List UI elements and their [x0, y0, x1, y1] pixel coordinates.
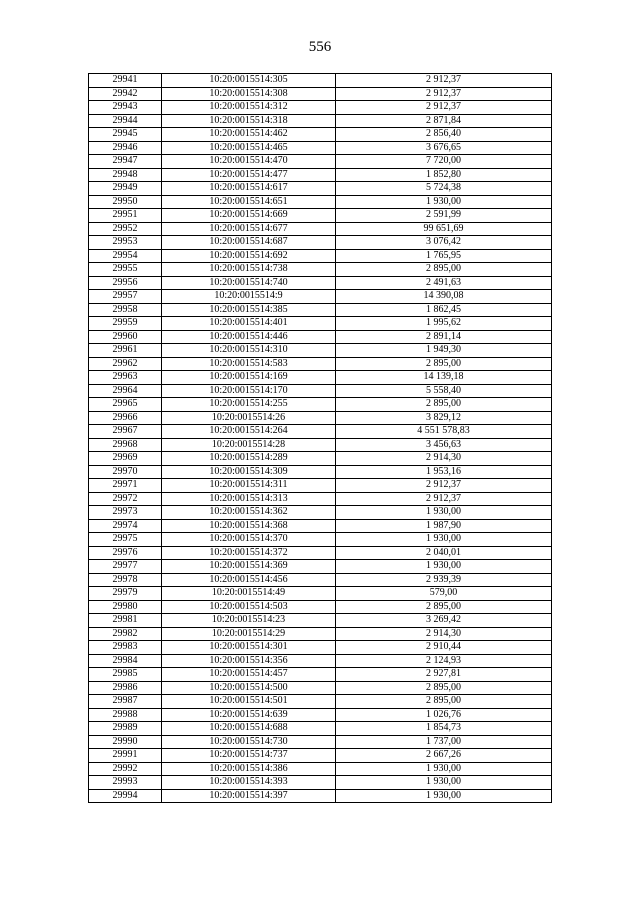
cadastral-number-cell: 10:20:0015514:311	[162, 479, 336, 493]
value-cell: 4 551 578,83	[336, 425, 552, 439]
cadastral-number-cell: 10:20:0015514:669	[162, 209, 336, 223]
cadastral-number-cell: 10:20:0015514:501	[162, 695, 336, 709]
table-row	[89, 303, 552, 317]
cadastral-number-cell: 10:20:0015514:740	[162, 276, 336, 290]
table-row	[89, 411, 552, 425]
row-index-cell: 29952	[89, 222, 162, 236]
table-row	[89, 438, 552, 452]
table-row	[89, 222, 552, 236]
cadastral-number-cell: 10:20:0015514:310	[162, 344, 336, 358]
value-cell: 1 987,90	[336, 519, 552, 533]
row-index-cell: 29941	[89, 74, 162, 88]
table-row	[89, 317, 552, 331]
cadastral-number-cell: 10:20:0015514:49	[162, 587, 336, 601]
row-index-cell: 29965	[89, 398, 162, 412]
value-cell: 2 914,30	[336, 452, 552, 466]
cadastral-number-cell: 10:20:0015514:401	[162, 317, 336, 331]
row-index-cell: 29981	[89, 614, 162, 628]
cadastral-number-cell: 10:20:0015514:368	[162, 519, 336, 533]
cadastral-number-cell: 10:20:0015514:29	[162, 627, 336, 641]
cadastral-number-cell: 10:20:0015514:312	[162, 101, 336, 115]
row-index-cell: 29988	[89, 708, 162, 722]
cadastral-number-cell: 10:20:0015514:503	[162, 600, 336, 614]
cadastral-number-cell: 10:20:0015514:688	[162, 722, 336, 736]
row-index-cell: 29973	[89, 506, 162, 520]
table-row	[89, 101, 552, 115]
cadastral-number-cell: 10:20:0015514:730	[162, 735, 336, 749]
cadastral-number-cell: 10:20:0015514:677	[162, 222, 336, 236]
row-index-cell: 29982	[89, 627, 162, 641]
table-row	[89, 762, 552, 776]
table-row	[89, 573, 552, 587]
cadastral-number-cell: 10:20:0015514:465	[162, 141, 336, 155]
table-row	[89, 519, 552, 533]
value-cell: 1 765,95	[336, 249, 552, 263]
row-index-cell: 29994	[89, 789, 162, 803]
table-row	[89, 492, 552, 506]
table-row	[89, 290, 552, 304]
row-index-cell: 29987	[89, 695, 162, 709]
value-cell: 2 667,26	[336, 749, 552, 763]
table-row	[89, 128, 552, 142]
table-row	[89, 479, 552, 493]
value-cell: 99 651,69	[336, 222, 552, 236]
cadastral-number-cell: 10:20:0015514:370	[162, 533, 336, 547]
table-row	[89, 722, 552, 736]
row-index-cell: 29963	[89, 371, 162, 385]
cadastral-number-cell: 10:20:0015514:397	[162, 789, 336, 803]
row-index-cell: 29949	[89, 182, 162, 196]
row-index-cell: 29984	[89, 654, 162, 668]
row-index-cell: 29991	[89, 749, 162, 763]
cadastral-number-cell: 10:20:0015514:313	[162, 492, 336, 506]
value-cell: 2 912,37	[336, 492, 552, 506]
row-index-cell: 29947	[89, 155, 162, 169]
row-index-cell: 29946	[89, 141, 162, 155]
value-cell: 2 124,93	[336, 654, 552, 668]
value-cell: 2 891,14	[336, 330, 552, 344]
table-row	[89, 668, 552, 682]
row-index-cell: 29942	[89, 87, 162, 101]
table-row	[89, 249, 552, 263]
cadastral-number-cell: 10:20:0015514:301	[162, 641, 336, 655]
row-index-cell: 29951	[89, 209, 162, 223]
table-row	[89, 506, 552, 520]
cadastral-number-cell: 10:20:0015514:289	[162, 452, 336, 466]
cadastral-number-cell: 10:20:0015514:23	[162, 614, 336, 628]
value-cell: 2 912,37	[336, 74, 552, 88]
table-row	[89, 641, 552, 655]
value-cell: 2 910,44	[336, 641, 552, 655]
value-cell: 2 895,00	[336, 600, 552, 614]
cadastral-number-cell: 10:20:0015514:356	[162, 654, 336, 668]
value-cell: 14 390,08	[336, 290, 552, 304]
registry-table	[88, 73, 552, 803]
row-index-cell: 29976	[89, 546, 162, 560]
table-row	[89, 546, 552, 560]
table-row	[89, 749, 552, 763]
value-cell: 1 930,00	[336, 789, 552, 803]
row-index-cell: 29967	[89, 425, 162, 439]
row-index-cell: 29960	[89, 330, 162, 344]
value-cell: 2 895,00	[336, 681, 552, 695]
value-cell: 2 895,00	[336, 263, 552, 277]
row-index-cell: 29977	[89, 560, 162, 574]
row-index-cell: 29957	[89, 290, 162, 304]
value-cell: 1 930,00	[336, 776, 552, 790]
value-cell: 1 949,30	[336, 344, 552, 358]
value-cell: 3 076,42	[336, 236, 552, 250]
value-cell: 2 871,84	[336, 114, 552, 128]
row-index-cell: 29961	[89, 344, 162, 358]
cadastral-number-cell: 10:20:0015514:738	[162, 263, 336, 277]
table-row	[89, 195, 552, 209]
value-cell: 2 856,40	[336, 128, 552, 142]
row-index-cell: 29986	[89, 681, 162, 695]
cadastral-number-cell: 10:20:0015514:255	[162, 398, 336, 412]
row-index-cell: 29954	[89, 249, 162, 263]
cadastral-number-cell: 10:20:0015514:9	[162, 290, 336, 304]
value-cell: 2 591,99	[336, 209, 552, 223]
cadastral-number-cell: 10:20:0015514:305	[162, 74, 336, 88]
row-index-cell: 29980	[89, 600, 162, 614]
value-cell: 14 139,18	[336, 371, 552, 385]
row-index-cell: 29964	[89, 384, 162, 398]
table-row	[89, 735, 552, 749]
value-cell: 2 895,00	[336, 398, 552, 412]
row-index-cell: 29993	[89, 776, 162, 790]
row-index-cell: 29979	[89, 587, 162, 601]
table-row	[89, 236, 552, 250]
cadastral-number-cell: 10:20:0015514:456	[162, 573, 336, 587]
table-row	[89, 263, 552, 277]
value-cell: 1 852,80	[336, 168, 552, 182]
table-row	[89, 533, 552, 547]
table-row	[89, 789, 552, 803]
cadastral-number-cell: 10:20:0015514:737	[162, 749, 336, 763]
row-index-cell: 29972	[89, 492, 162, 506]
value-cell: 1 026,76	[336, 708, 552, 722]
row-index-cell: 29970	[89, 465, 162, 479]
value-cell: 1 930,00	[336, 195, 552, 209]
table-row	[89, 168, 552, 182]
table-row	[89, 182, 552, 196]
table-row	[89, 600, 552, 614]
row-index-cell: 29990	[89, 735, 162, 749]
cadastral-number-cell: 10:20:0015514:687	[162, 236, 336, 250]
table-row	[89, 627, 552, 641]
value-cell: 5 724,38	[336, 182, 552, 196]
value-cell: 579,00	[336, 587, 552, 601]
cadastral-number-cell: 10:20:0015514:309	[162, 465, 336, 479]
row-index-cell: 29983	[89, 641, 162, 655]
value-cell: 3 676,65	[336, 141, 552, 155]
value-cell: 2 912,37	[336, 101, 552, 115]
row-index-cell: 29985	[89, 668, 162, 682]
value-cell: 2 939,39	[336, 573, 552, 587]
value-cell: 2 914,30	[336, 627, 552, 641]
cadastral-number-cell: 10:20:0015514:170	[162, 384, 336, 398]
table-row	[89, 384, 552, 398]
table-row	[89, 425, 552, 439]
value-cell: 1 930,00	[336, 533, 552, 547]
table-row	[89, 276, 552, 290]
page-number: 556	[308, 39, 332, 55]
row-index-cell: 29969	[89, 452, 162, 466]
value-cell: 2 895,00	[336, 695, 552, 709]
cadastral-number-cell: 10:20:0015514:583	[162, 357, 336, 371]
row-index-cell: 29944	[89, 114, 162, 128]
row-index-cell: 29989	[89, 722, 162, 736]
row-index-cell: 29958	[89, 303, 162, 317]
value-cell: 1 737,00	[336, 735, 552, 749]
cadastral-number-cell: 10:20:0015514:169	[162, 371, 336, 385]
value-cell: 1 930,00	[336, 506, 552, 520]
cadastral-number-cell: 10:20:0015514:386	[162, 762, 336, 776]
row-index-cell: 29968	[89, 438, 162, 452]
row-index-cell: 29962	[89, 357, 162, 371]
value-cell: 2 491,63	[336, 276, 552, 290]
table-row	[89, 708, 552, 722]
value-cell: 2 040,01	[336, 546, 552, 560]
table-row	[89, 465, 552, 479]
value-cell: 2 912,37	[336, 479, 552, 493]
table-row	[89, 155, 552, 169]
row-index-cell: 29971	[89, 479, 162, 493]
row-index-cell: 29975	[89, 533, 162, 547]
value-cell: 1 930,00	[336, 560, 552, 574]
row-index-cell: 29943	[89, 101, 162, 115]
cadastral-number-cell: 10:20:0015514:385	[162, 303, 336, 317]
table-row	[89, 357, 552, 371]
table-row	[89, 776, 552, 790]
cadastral-number-cell: 10:20:0015514:692	[162, 249, 336, 263]
cadastral-number-cell: 10:20:0015514:462	[162, 128, 336, 142]
value-cell: 3 829,12	[336, 411, 552, 425]
table-row	[89, 587, 552, 601]
cadastral-number-cell: 10:20:0015514:477	[162, 168, 336, 182]
table-row	[89, 74, 552, 88]
cadastral-number-cell: 10:20:0015514:264	[162, 425, 336, 439]
row-index-cell: 29992	[89, 762, 162, 776]
row-index-cell: 29948	[89, 168, 162, 182]
value-cell: 2 895,00	[336, 357, 552, 371]
value-cell: 1 953,16	[336, 465, 552, 479]
row-index-cell: 29945	[89, 128, 162, 142]
value-cell: 3 456,63	[336, 438, 552, 452]
table-row	[89, 371, 552, 385]
value-cell: 1 862,45	[336, 303, 552, 317]
table-row	[89, 87, 552, 101]
cadastral-number-cell: 10:20:0015514:639	[162, 708, 336, 722]
table-row	[89, 330, 552, 344]
row-index-cell: 29956	[89, 276, 162, 290]
table-row	[89, 681, 552, 695]
registry-table-body	[89, 74, 552, 803]
table-row	[89, 141, 552, 155]
cadastral-number-cell: 10:20:0015514:372	[162, 546, 336, 560]
cadastral-number-cell: 10:20:0015514:617	[162, 182, 336, 196]
cadastral-number-cell: 10:20:0015514:308	[162, 87, 336, 101]
row-index-cell: 29966	[89, 411, 162, 425]
cadastral-number-cell: 10:20:0015514:470	[162, 155, 336, 169]
cadastral-number-cell: 10:20:0015514:500	[162, 681, 336, 695]
cadastral-number-cell: 10:20:0015514:362	[162, 506, 336, 520]
value-cell: 3 269,42	[336, 614, 552, 628]
table-row	[89, 614, 552, 628]
cadastral-number-cell: 10:20:0015514:318	[162, 114, 336, 128]
cadastral-number-cell: 10:20:0015514:28	[162, 438, 336, 452]
table-row	[89, 654, 552, 668]
cadastral-number-cell: 10:20:0015514:651	[162, 195, 336, 209]
table-row	[89, 114, 552, 128]
cadastral-number-cell: 10:20:0015514:369	[162, 560, 336, 574]
table-row	[89, 209, 552, 223]
value-cell: 1 995,62	[336, 317, 552, 331]
row-index-cell: 29978	[89, 573, 162, 587]
table-row	[89, 452, 552, 466]
row-index-cell: 29950	[89, 195, 162, 209]
cadastral-number-cell: 10:20:0015514:393	[162, 776, 336, 790]
value-cell: 1 930,00	[336, 762, 552, 776]
cadastral-number-cell: 10:20:0015514:457	[162, 668, 336, 682]
cadastral-number-cell: 10:20:0015514:26	[162, 411, 336, 425]
row-index-cell: 29974	[89, 519, 162, 533]
value-cell: 1 854,73	[336, 722, 552, 736]
value-cell: 2 912,37	[336, 87, 552, 101]
row-index-cell: 29953	[89, 236, 162, 250]
table-row	[89, 560, 552, 574]
table-row	[89, 398, 552, 412]
cadastral-number-cell: 10:20:0015514:446	[162, 330, 336, 344]
row-index-cell: 29955	[89, 263, 162, 277]
value-cell: 7 720,00	[336, 155, 552, 169]
table-row	[89, 344, 552, 358]
value-cell: 2 927,81	[336, 668, 552, 682]
table-row	[89, 695, 552, 709]
value-cell: 5 558,40	[336, 384, 552, 398]
row-index-cell: 29959	[89, 317, 162, 331]
